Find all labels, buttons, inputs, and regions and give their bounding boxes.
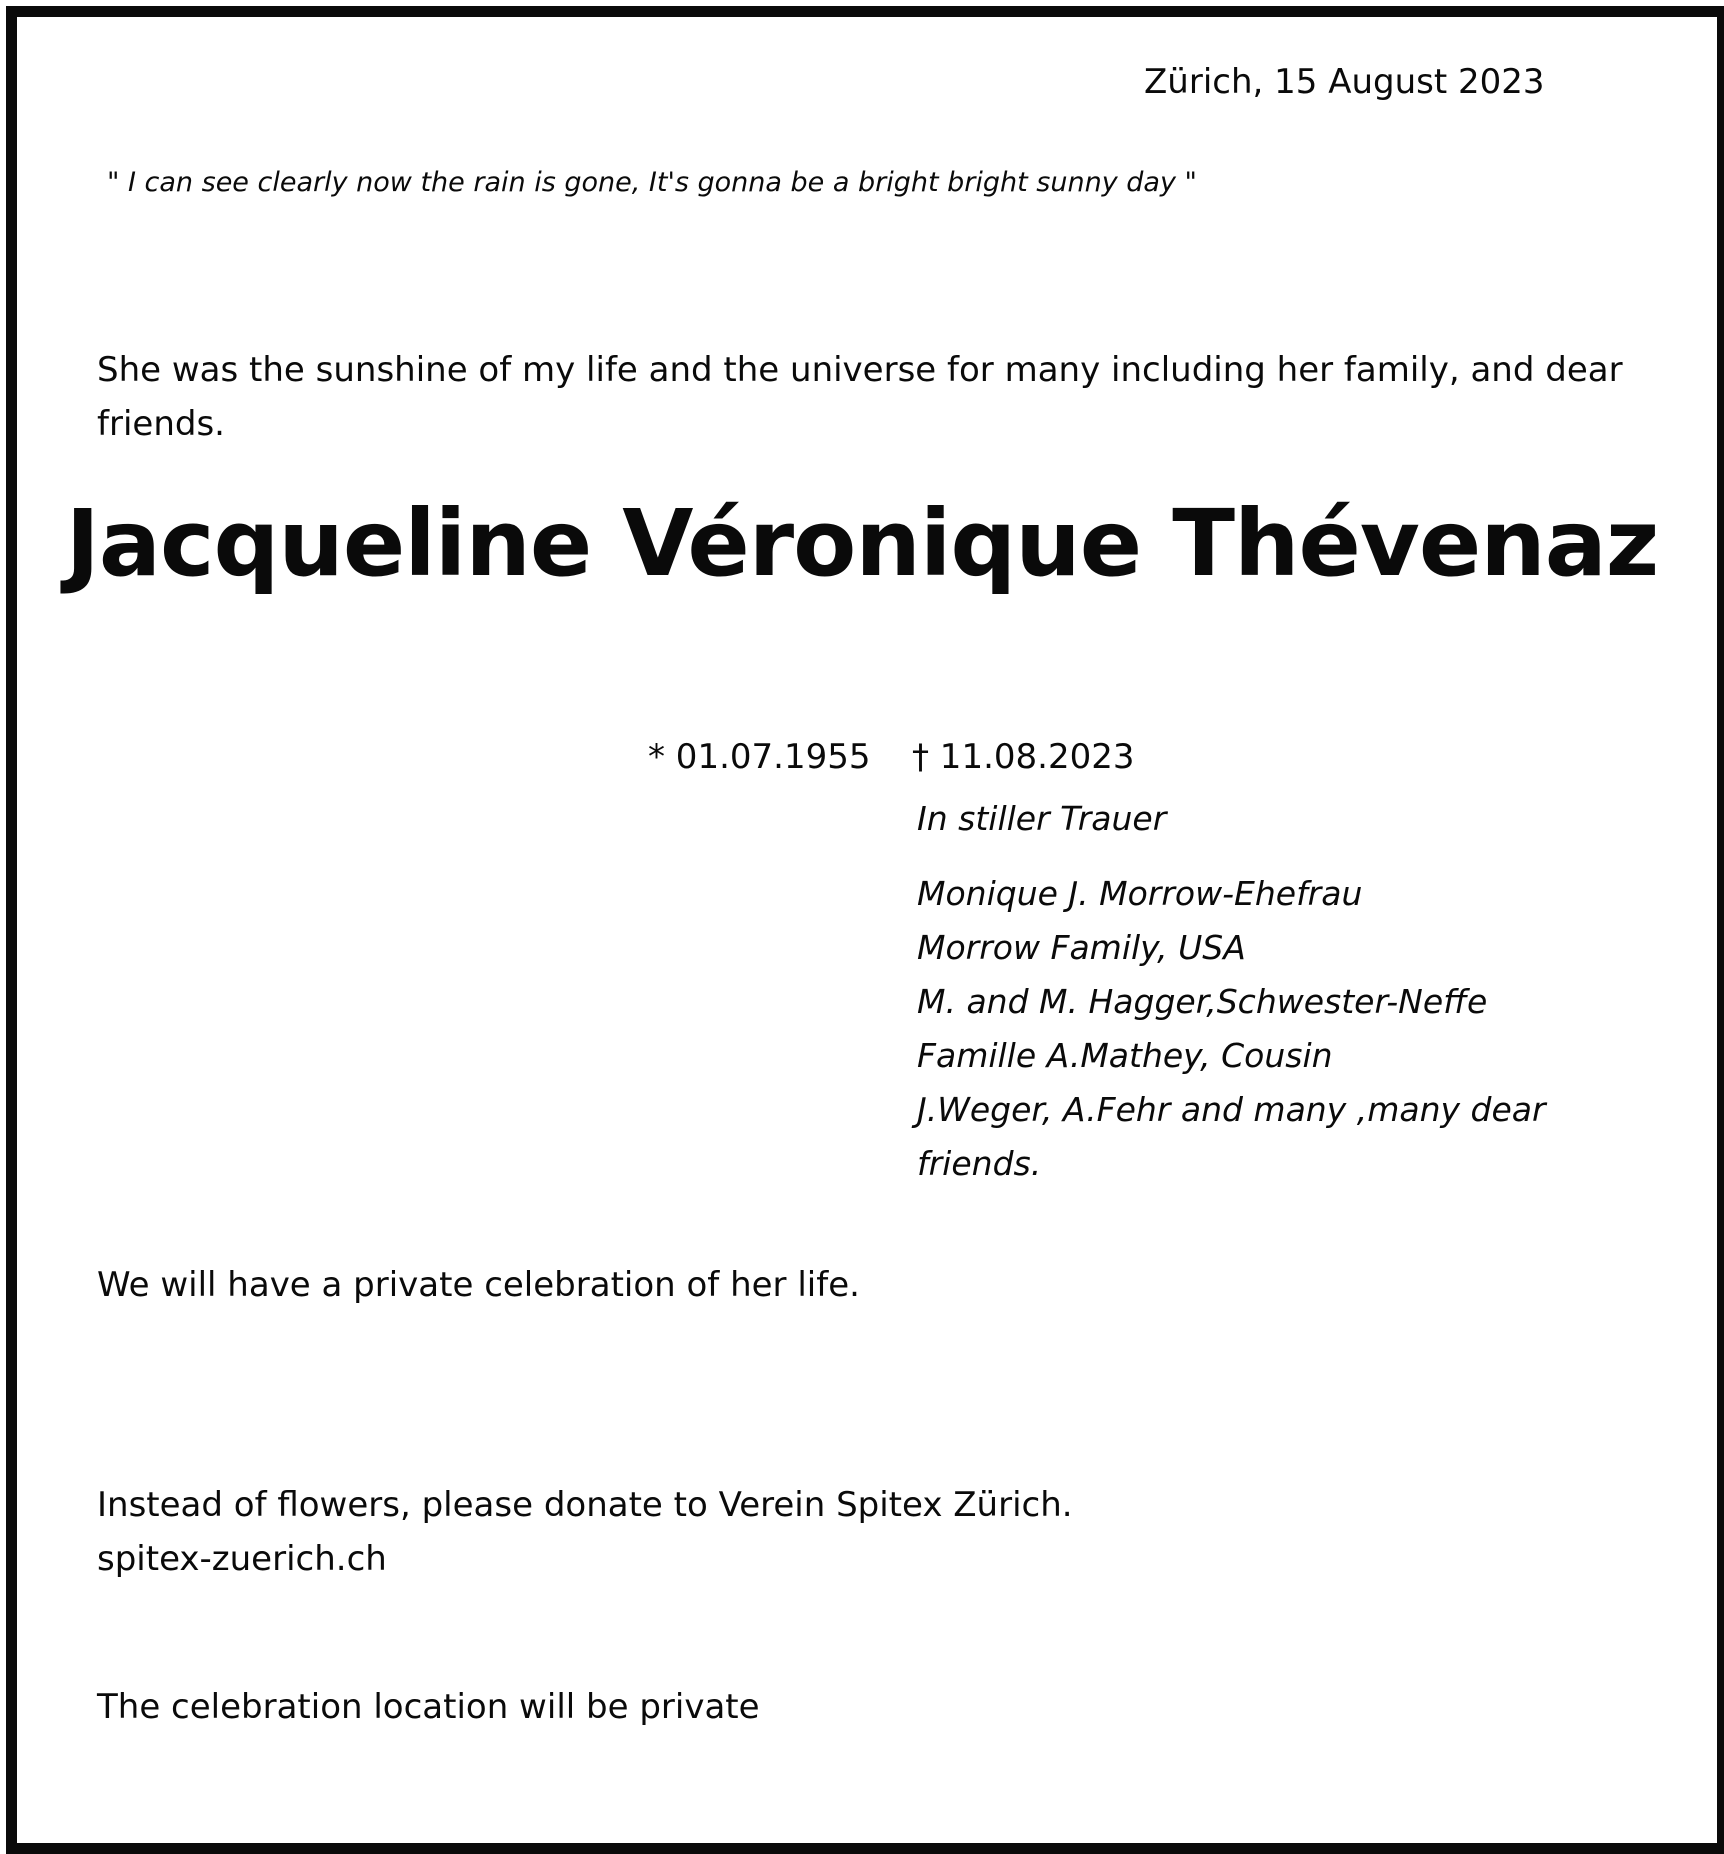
mourner-item: Monique J. Morrow-Ehefrau	[917, 874, 1363, 913]
mourner-item: J.Weger, A.Fehr and many ,many dear	[917, 1090, 1546, 1129]
mourning-label: In stiller Trauer	[917, 799, 1167, 838]
birth-date: * 01.07.1955	[648, 737, 871, 777]
death-date: † 11.08.2023	[912, 737, 1135, 777]
intro-text	[97, 343, 1637, 451]
opening-quote: " I can see clearly now the rain is gone, It's gonna be a bright bright sunny day "	[107, 167, 1197, 198]
celebration-note: We will have a private celebration of her life.	[97, 1265, 860, 1305]
mourners-list	[917, 867, 1546, 1191]
donation-text: Instead of flowers, please donate to Verein Spitex Zürich.	[97, 1485, 1073, 1525]
mourner-item: M. and M. Hagger,Schwester-Neffe	[917, 982, 1488, 1021]
deceased-name: Jacqueline Véronique Thévenaz	[65, 490, 1659, 597]
intro-line: She was the sunshine of my life and the universe for many including her family, and dear	[97, 350, 1623, 390]
donation-website: spitex-zuerich.ch	[97, 1539, 387, 1579]
mourner-item: friends.	[917, 1144, 1042, 1183]
mourner-item: Famille A.Mathey, Cousin	[917, 1036, 1333, 1075]
date-place: Zürich, 15 August 2023	[1144, 62, 1545, 102]
donation-block	[97, 1478, 1073, 1586]
intro-line: friends.	[97, 404, 225, 444]
mourner-item: Morrow Family, USA	[917, 928, 1246, 967]
location-note: The celebration location will be private	[97, 1687, 760, 1727]
